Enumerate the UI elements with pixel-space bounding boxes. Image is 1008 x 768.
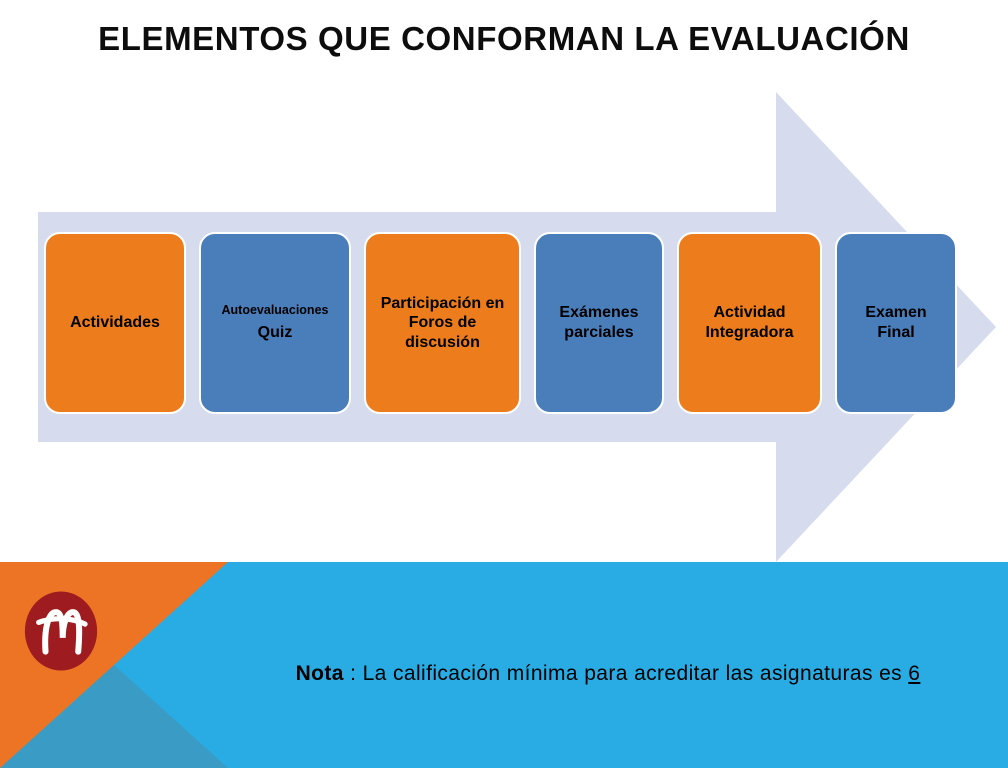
page-title: ELEMENTOS QUE CONFORMAN LA EVALUACIÓN — [98, 20, 910, 57]
step-label-actividades: Actividades — [70, 314, 160, 332]
footer-note-value: 6 — [908, 662, 921, 685]
step-box-parciales[interactable] — [534, 232, 664, 414]
footer-note-text: : La calificación mínima para acreditar las asignaturas es — [343, 662, 909, 685]
step-box-foros[interactable] — [364, 232, 521, 414]
footer-note — [228, 662, 988, 686]
m-logo — [18, 588, 104, 674]
step-label-foros: Participación en Foros de discusión — [380, 294, 505, 351]
step-label-parciales: Exámenes parciales — [559, 304, 639, 341]
step-label-integradora: Actividad Integradora — [705, 304, 794, 341]
step-label-quiz: Quiz — [257, 324, 293, 342]
step-sublabel-autoevaluaciones: Autoevaluaciones — [221, 303, 329, 318]
footer-band — [0, 562, 1008, 768]
step-box-autoevaluaciones[interactable] — [199, 232, 351, 414]
step-label-examen-final: Examen Final — [865, 304, 927, 341]
footer-note-label: Nota — [295, 662, 344, 685]
step-box-actividades[interactable] — [44, 232, 186, 414]
process-steps — [44, 232, 964, 414]
step-box-examen-final[interactable] — [835, 232, 957, 414]
step-box-integradora[interactable] — [677, 232, 822, 414]
